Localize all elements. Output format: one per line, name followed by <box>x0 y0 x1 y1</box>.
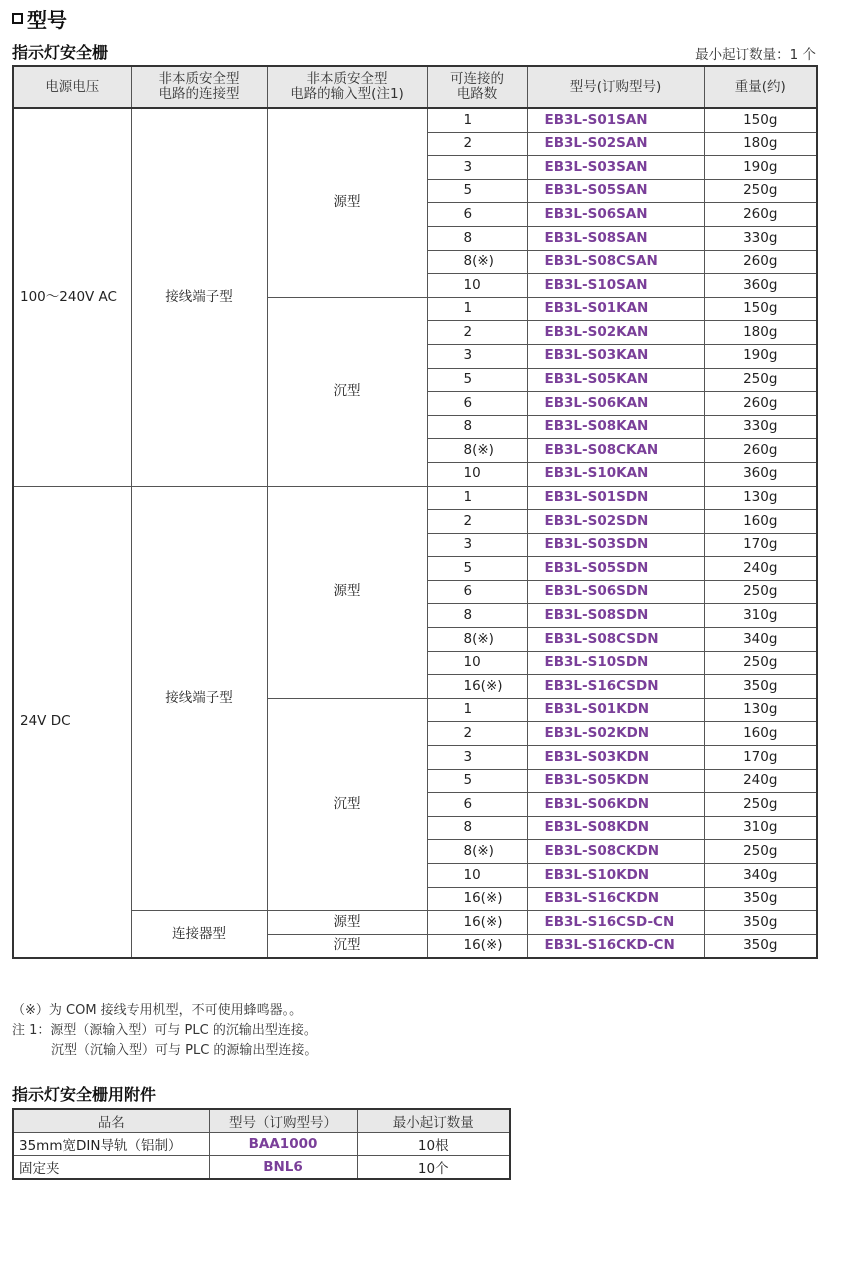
input-type-cell: 源型 <box>267 108 427 297</box>
circuits-cell: 3 <box>427 344 527 368</box>
accessory-name: 35mm宽DIN导轨（铝制） <box>13 1133 209 1156</box>
model-number: EB3L-S06SDN <box>527 580 704 604</box>
model-number: EB3L-S16CSDN <box>527 675 704 699</box>
weight-cell: 190g <box>704 344 817 368</box>
weight-cell: 310g <box>704 604 817 628</box>
circuits-cell: 8(※) <box>427 628 527 652</box>
header-name: 品名 <box>13 1109 209 1133</box>
weight-cell: 190g <box>704 156 817 180</box>
model-number: EB3L-S08SAN <box>527 226 704 250</box>
accessory-model: BNL6 <box>209 1156 357 1180</box>
note-line: 沉型（沉输入型）可与 PLC 的源输出型连接。 <box>12 1043 318 1058</box>
weight-cell: 350g <box>704 675 817 699</box>
circuits-cell: 10 <box>427 462 527 486</box>
model-number: EB3L-S08CSDN <box>527 628 704 652</box>
page-title <box>12 4 67 33</box>
circuits-cell: 5 <box>427 769 527 793</box>
model-number: EB3L-S08KDN <box>527 816 704 840</box>
weight-cell: 160g <box>704 510 817 534</box>
circuits-cell: 5 <box>427 557 527 581</box>
model-number: EB3L-S10KAN <box>527 462 704 486</box>
page-title-text: 型号 <box>27 8 67 32</box>
circuits-cell: 8 <box>427 816 527 840</box>
circuits-cell: 6 <box>427 203 527 227</box>
header-weight: 重量(约) <box>704 66 817 108</box>
circuits-cell: 5 <box>427 179 527 203</box>
model-number: EB3L-S01SAN <box>527 108 704 132</box>
weight-cell: 260g <box>704 250 817 274</box>
input-type-cell: 沉型 <box>267 934 427 958</box>
model-number: EB3L-S05KAN <box>527 368 704 392</box>
circuits-cell: 8(※) <box>427 439 527 463</box>
circuits-cell: 10 <box>427 274 527 298</box>
weight-cell: 250g <box>704 368 817 392</box>
input-type-cell: 源型 <box>267 486 427 698</box>
circuits-cell: 1 <box>427 698 527 722</box>
accessory-qty: 10个 <box>357 1156 510 1180</box>
note-line: 注 1：源型（源输入型）可与 PLC 的沉输出型连接。 <box>12 1023 317 1038</box>
model-number: EB3L-S08CKDN <box>527 840 704 864</box>
weight-cell: 250g <box>704 580 817 604</box>
weight-cell: 250g <box>704 179 817 203</box>
circuits-cell: 1 <box>427 108 527 132</box>
circuits-cell: 10 <box>427 651 527 675</box>
model-table <box>12 65 818 959</box>
weight-cell: 330g <box>704 415 817 439</box>
circuits-cell: 5 <box>427 368 527 392</box>
weight-cell: 350g <box>704 934 817 958</box>
header-model: 型号(订购型号) <box>527 66 704 108</box>
header-voltage: 电源电压 <box>13 66 131 108</box>
circuits-cell: 1 <box>427 297 527 321</box>
circuits-cell: 3 <box>427 746 527 770</box>
weight-cell: 360g <box>704 462 817 486</box>
weight-cell: 260g <box>704 203 817 227</box>
connection-type-cell: 接线端子型 <box>131 108 267 486</box>
circuits-cell: 16(※) <box>427 887 527 911</box>
weight-cell: 180g <box>704 321 817 345</box>
input-type-cell: 沉型 <box>267 698 427 910</box>
table-header-row <box>13 66 817 108</box>
header-min-qty: 最小起订数量 <box>357 1109 510 1133</box>
circuits-cell: 8(※) <box>427 840 527 864</box>
weight-cell: 350g <box>704 911 817 935</box>
circuits-cell: 8 <box>427 604 527 628</box>
header-input-type: 非本质安全型 电路的输入型(注1) <box>267 66 427 108</box>
circuits-cell: 16(※) <box>427 911 527 935</box>
weight-cell: 350g <box>704 887 817 911</box>
weight-cell: 170g <box>704 746 817 770</box>
accessories-table <box>12 1108 511 1180</box>
weight-cell: 180g <box>704 132 817 156</box>
accessory-model: BAA1000 <box>209 1133 357 1156</box>
model-number: EB3L-S03KDN <box>527 746 704 770</box>
weight-cell: 250g <box>704 793 817 817</box>
model-number: EB3L-S01SDN <box>527 486 704 510</box>
circuits-cell: 2 <box>427 321 527 345</box>
weight-cell: 340g <box>704 628 817 652</box>
weight-cell: 340g <box>704 864 817 888</box>
model-number: EB3L-S08CKAN <box>527 439 704 463</box>
model-number: EB3L-S05SAN <box>527 179 704 203</box>
model-number: EB3L-S10KDN <box>527 864 704 888</box>
model-number: EB3L-S08KAN <box>527 415 704 439</box>
weight-cell: 260g <box>704 392 817 416</box>
weight-cell: 360g <box>704 274 817 298</box>
voltage-cell: 100～240V AC <box>13 108 131 486</box>
connection-type-cell: 接线端子型 <box>131 486 267 911</box>
weight-cell: 150g <box>704 108 817 132</box>
weight-cell: 130g <box>704 698 817 722</box>
voltage-cell: 24V DC <box>13 486 131 958</box>
table-row <box>13 1133 510 1156</box>
table-row <box>13 911 817 935</box>
model-number: EB3L-S02SAN <box>527 132 704 156</box>
model-number: EB3L-S10SDN <box>527 651 704 675</box>
model-number: EB3L-S03SAN <box>527 156 704 180</box>
weight-cell: 250g <box>704 651 817 675</box>
section-title-barrier: 指示灯安全栅 <box>12 43 109 62</box>
weight-cell: 160g <box>704 722 817 746</box>
header-connection-type: 非本质安全型 电路的连接型 <box>131 66 267 108</box>
weight-cell: 170g <box>704 533 817 557</box>
circuits-cell: 3 <box>427 533 527 557</box>
model-number: EB3L-S08SDN <box>527 604 704 628</box>
circuits-cell: 2 <box>427 510 527 534</box>
weight-cell: 310g <box>704 816 817 840</box>
header-circuits: 可连接的 电路数 <box>427 66 527 108</box>
circuits-cell: 8 <box>427 226 527 250</box>
model-number: EB3L-S02KDN <box>527 722 704 746</box>
circuits-cell: 6 <box>427 392 527 416</box>
circuits-cell: 6 <box>427 793 527 817</box>
circuits-cell: 2 <box>427 722 527 746</box>
section-title-accessories: 指示灯安全栅用附件 <box>12 1085 157 1104</box>
weight-cell: 240g <box>704 557 817 581</box>
model-number: EB3L-S03KAN <box>527 344 704 368</box>
circuits-cell: 2 <box>427 132 527 156</box>
model-number: EB3L-S03SDN <box>527 533 704 557</box>
circuits-cell: 8(※) <box>427 250 527 274</box>
model-number: EB3L-S02SDN <box>527 510 704 534</box>
circuits-cell: 3 <box>427 156 527 180</box>
model-number: EB3L-S06KDN <box>527 793 704 817</box>
table-row <box>13 108 817 132</box>
circuits-cell: 1 <box>427 486 527 510</box>
model-number: EB3L-S05KDN <box>527 769 704 793</box>
weight-cell: 250g <box>704 840 817 864</box>
circuits-cell: 6 <box>427 580 527 604</box>
circuits-cell: 16(※) <box>427 675 527 699</box>
input-type-cell: 沉型 <box>267 297 427 486</box>
table-header-row <box>13 1109 510 1133</box>
model-number: EB3L-S08CSAN <box>527 250 704 274</box>
circuits-cell: 10 <box>427 864 527 888</box>
model-number: EB3L-S10SAN <box>527 274 704 298</box>
model-number: EB3L-S01KAN <box>527 297 704 321</box>
weight-cell: 330g <box>704 226 817 250</box>
model-number: EB3L-S01KDN <box>527 698 704 722</box>
weight-cell: 150g <box>704 297 817 321</box>
checkbox-square-icon <box>12 13 23 24</box>
weight-cell: 240g <box>704 769 817 793</box>
table-row <box>13 486 817 510</box>
model-number: EB3L-S16CSD-CN <box>527 911 704 935</box>
circuits-cell: 16(※) <box>427 934 527 958</box>
input-type-cell: 源型 <box>267 911 427 935</box>
min-order-note: 最小起订数量：1 个 <box>695 47 816 63</box>
accessory-name: 固定夹 <box>13 1156 209 1180</box>
model-number: EB3L-S05SDN <box>527 557 704 581</box>
model-number: EB3L-S06KAN <box>527 392 704 416</box>
accessory-qty: 10根 <box>357 1133 510 1156</box>
model-number: EB3L-S06SAN <box>527 203 704 227</box>
weight-cell: 130g <box>704 486 817 510</box>
model-number: EB3L-S16CKD-CN <box>527 934 704 958</box>
notes <box>12 1001 317 1061</box>
circuits-cell: 8 <box>427 415 527 439</box>
model-number: EB3L-S02KAN <box>527 321 704 345</box>
note-line: （※）为 COM 接线专用机型，不可使用蜂鸣器。。 <box>12 1003 303 1018</box>
model-number: EB3L-S16CKDN <box>527 887 704 911</box>
table-row <box>13 1156 510 1180</box>
connection-type-cell: 连接器型 <box>131 911 267 959</box>
header-model: 型号（订购型号） <box>209 1109 357 1133</box>
weight-cell: 260g <box>704 439 817 463</box>
